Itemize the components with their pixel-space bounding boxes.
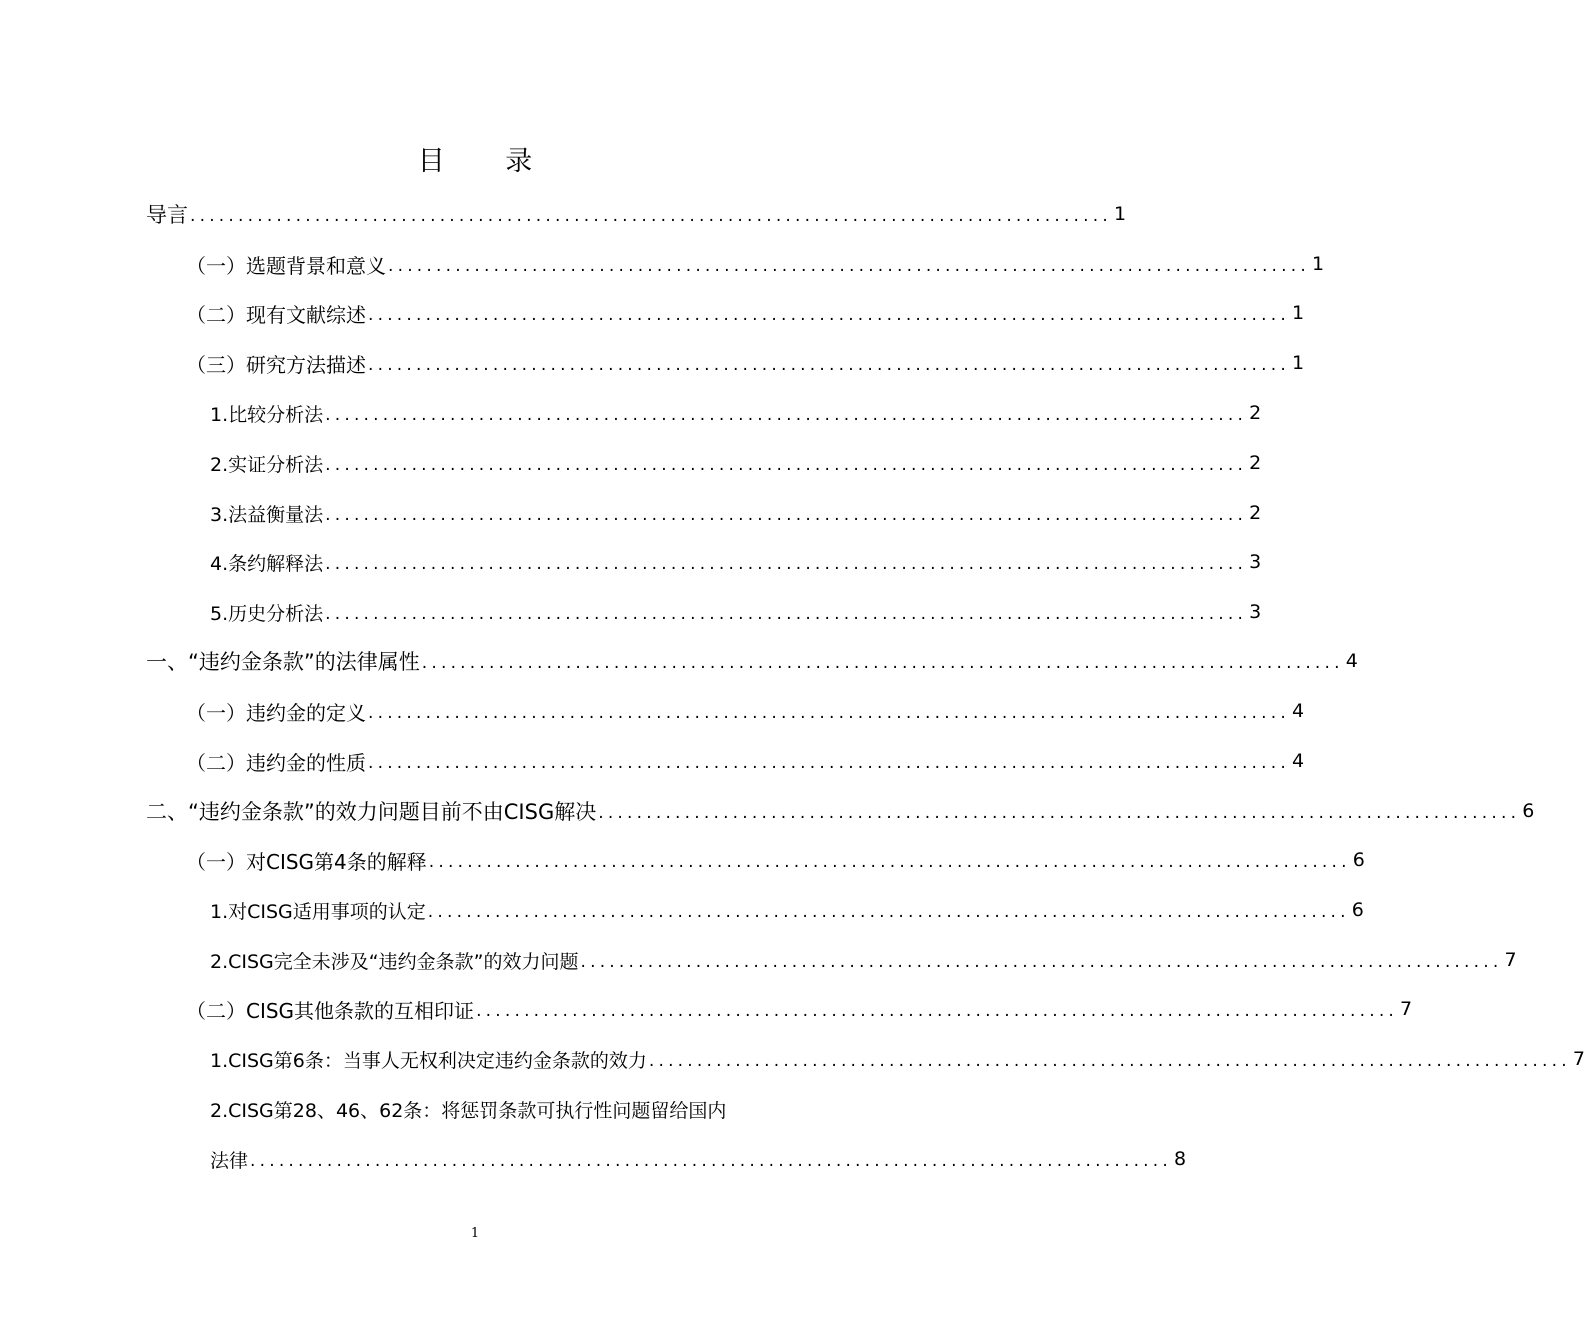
toc-page-number: 4 xyxy=(1345,650,1358,672)
toc-entry[interactable] xyxy=(210,438,1262,488)
toc-page-number: 2 xyxy=(1249,452,1262,474)
toc-entry-label: （一）对CISG第4条的解释 xyxy=(186,849,427,874)
toc-page-number: 1 xyxy=(1291,352,1305,374)
toc-entry-label: （一）违约金的定义 xyxy=(186,700,366,725)
toc-entry-label: （三）研究方法描述 xyxy=(186,352,366,377)
toc-entry-label: 1.比较分析法 xyxy=(210,403,324,426)
toc-page-number: 3 xyxy=(1249,601,1262,623)
dot-leader: ................................................................................................ xyxy=(428,852,1351,872)
toc-entry[interactable] xyxy=(186,984,1413,1034)
toc-entry[interactable] xyxy=(210,1034,1585,1084)
toc-entry-label: 2.CISG第28、46、62条：将惩罚条款可执行性问题留给国内 xyxy=(210,1099,727,1122)
toc-page-number: 4 xyxy=(1291,750,1305,772)
dot-leader: ................................................................................................ xyxy=(648,1051,1571,1071)
toc-entry[interactable] xyxy=(210,537,1262,587)
toc-page-number: 1 xyxy=(1291,302,1305,324)
toc-entry-label: （一）选题背景和意义 xyxy=(186,253,386,278)
toc-entry-wrapped-line[interactable] xyxy=(210,1084,807,1134)
toc-entry-label: 一、“违约金条款”的法律属性 xyxy=(146,650,420,674)
toc-page-number: 2 xyxy=(1249,502,1262,524)
dot-leader: ................................................................................................ xyxy=(325,455,1248,475)
toc-entry-label: 2.实证分析法 xyxy=(210,453,324,476)
toc-entry[interactable] xyxy=(210,488,1262,538)
toc-entry-label: 法律 xyxy=(210,1149,249,1172)
toc-page-number: 3 xyxy=(1249,551,1262,573)
toc-entry-label: 1.对CISG适用事项的认定 xyxy=(210,900,426,923)
toc-entry-label: （二）现有文献综述 xyxy=(186,302,366,327)
toc-entry[interactable] xyxy=(210,1134,1187,1184)
toc-entry[interactable] xyxy=(210,935,1517,985)
toc-entry-label: 导言 xyxy=(146,203,188,227)
dot-leader: ................................................................................................ xyxy=(368,305,1290,325)
toc-page-number: 2 xyxy=(1249,402,1262,424)
toc-entry[interactable] xyxy=(186,338,1305,388)
toc-entry[interactable] xyxy=(186,288,1305,338)
toc-entry-label: （二）违约金的性质 xyxy=(186,750,366,775)
dot-leader: ................................................................................................ xyxy=(421,653,1344,673)
toc-entry-label: 4.条约解释法 xyxy=(210,552,324,575)
dot-leader: ................................................................................................ xyxy=(325,554,1248,574)
toc-entry[interactable] xyxy=(210,587,1262,637)
toc-entry[interactable] xyxy=(146,636,1358,686)
dot-leader: ................................................................................................ xyxy=(368,355,1290,375)
toc-entry[interactable] xyxy=(186,686,1305,736)
toc-entry[interactable] xyxy=(210,885,1364,935)
dot-leader: ................................................................................................ xyxy=(250,1151,1172,1171)
dot-leader: ................................................................................................ xyxy=(325,604,1248,624)
toc-entry-label: 3.法益衡量法 xyxy=(210,503,324,526)
toc-page-number: 1 xyxy=(1311,253,1325,275)
toc-entry[interactable] xyxy=(146,189,1127,239)
toc-page-number: 7 xyxy=(1400,998,1413,1020)
toc-page-number: 6 xyxy=(1352,849,1365,871)
toc-entry[interactable] xyxy=(146,786,1535,836)
dot-leader: ................................................................................................ xyxy=(325,505,1248,525)
dot-leader: ................................................................................................ xyxy=(190,206,1112,226)
toc-entry-label: （二）CISG其他条款的互相印证 xyxy=(186,998,475,1023)
toc-entry-label: 1.CISG第6条：当事人无权利决定违约金条款的效力 xyxy=(210,1049,647,1072)
toc-page-number: 4 xyxy=(1291,700,1305,722)
dot-leader: ................................................................................................ xyxy=(325,405,1248,425)
toc-entry-label: 5.历史分析法 xyxy=(210,602,324,625)
toc-entry[interactable] xyxy=(186,736,1305,786)
toc-entry[interactable] xyxy=(186,835,1365,885)
toc-page-number: 1 xyxy=(1113,203,1127,225)
toc-page-number: 7 xyxy=(1572,1048,1585,1070)
dot-leader: ................................................................................................ xyxy=(476,1001,1399,1021)
toc-entry-label: 2.CISG完全未涉及“违约金条款”的效力问题 xyxy=(210,950,579,973)
dot-leader: ................................................................................................ xyxy=(388,256,1310,276)
dot-leader: ................................................................................................ xyxy=(580,952,1503,972)
toc-entry[interactable] xyxy=(186,239,1325,289)
dot-leader: ................................................................................................ xyxy=(427,902,1350,922)
toc-page-number: 8 xyxy=(1173,1148,1187,1170)
toc-entry-label: 二、“违约金条款”的效力问题目前不由CISG解决 xyxy=(146,800,597,824)
dot-leader: ................................................................................................ xyxy=(598,803,1521,823)
page-title: 目 录 xyxy=(417,146,559,177)
dot-leader: ................................................................................................ xyxy=(368,703,1290,723)
toc-page-number: 6 xyxy=(1522,800,1535,822)
footer-page-number: 1 xyxy=(470,1226,480,1241)
toc-page-number: 7 xyxy=(1504,949,1517,971)
toc-page-number: 6 xyxy=(1351,899,1364,921)
toc-entry[interactable] xyxy=(210,388,1262,438)
dot-leader: ................................................................................................ xyxy=(368,753,1290,773)
